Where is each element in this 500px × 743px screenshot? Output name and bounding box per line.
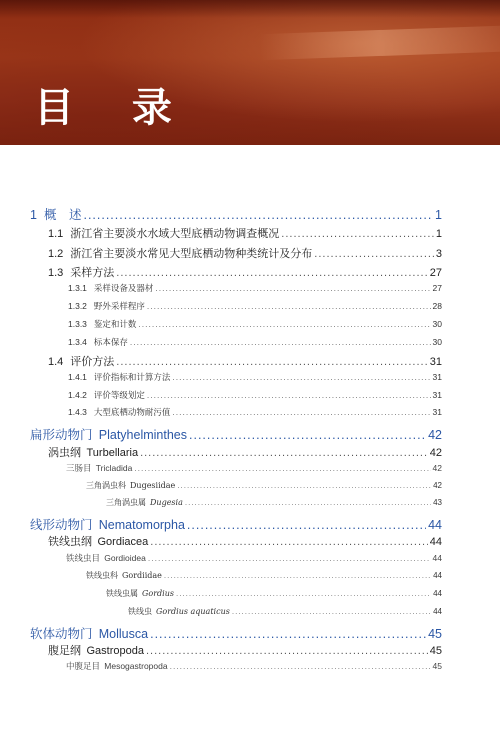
toc-entry-phylum[interactable] (30, 425, 442, 443)
toc-entry-label (48, 533, 148, 549)
toc-entry-phylum[interactable] (30, 624, 442, 642)
toc-entry-number: 1.4.2 (68, 390, 87, 400)
toc-entry-title: 评价等级划定 (93, 390, 145, 400)
toc-entry-number: 1.1 (48, 228, 64, 240)
toc-entry-label (68, 336, 128, 348)
toc-entry-title: 采样设备及器材 (93, 283, 154, 293)
toc-entry-label (66, 552, 146, 564)
toc-entry-label (48, 245, 312, 261)
toc-entry-chinese-name: 铁线虫纲 (48, 536, 92, 548)
toc-entry-section[interactable] (48, 225, 442, 241)
toc-leader-dots (130, 337, 431, 347)
toc-entry-sub[interactable] (68, 371, 442, 383)
toc-leader-dots (185, 498, 431, 507)
toc-entry-latin-name: Tricladida (95, 463, 133, 473)
toc-page-number: 1 (435, 228, 442, 240)
toc-page-number: 44 (432, 553, 442, 563)
toc-entry-label (66, 462, 132, 474)
toc-leader-dots (116, 267, 427, 279)
toc-entry-section[interactable] (48, 264, 442, 280)
toc-page-number: 42 (432, 463, 442, 473)
toc-entry-latin-name: Nematomorpha (98, 518, 185, 532)
toc-page-number: 45 (429, 645, 442, 657)
toc-entry-latin-name: Gordius (142, 589, 174, 598)
toc-entry-label (30, 205, 81, 223)
toc-entry-label (30, 425, 187, 443)
toc-entry-label (86, 570, 162, 581)
toc-entry-title: 浙江省主要淡水常见大型底栖动物种类统计及分布 (70, 248, 313, 260)
toc-page-number: 27 (432, 283, 442, 293)
toc-page-number: 30 (432, 337, 442, 347)
toc-entry-family[interactable] (86, 570, 442, 581)
toc-entry-number: 1.4.1 (68, 372, 87, 382)
toc-entry-latin-name: Mesogastropoda (104, 661, 168, 671)
toc-entry-sub[interactable] (68, 282, 442, 294)
toc-entry-number: 1.3.2 (68, 301, 87, 311)
toc-entry-number: 1.3.1 (68, 283, 87, 293)
toc-entry-chinese-name: 涡虫纲 (48, 447, 81, 459)
toc-page-number: 30 (432, 319, 442, 329)
toc-entry-latin-name: Gordiidae (122, 571, 162, 580)
toc-entry-label (48, 264, 114, 280)
toc-leader-dots (187, 518, 426, 532)
toc-page-number: 44 (429, 536, 442, 548)
toc-entry-number: 1.3 (48, 267, 64, 279)
toc-entry-sub[interactable] (68, 406, 442, 418)
toc-entry-label (106, 497, 183, 508)
toc-entry-title: 大型底栖动物耐污值 (93, 407, 171, 417)
toc-entry-label (48, 444, 138, 460)
toc-entry-latin-name: Gordioidea (104, 553, 146, 563)
toc-entry-chinese-name: 腹足纲 (48, 645, 81, 657)
toc-entry-label (66, 660, 168, 672)
toc-page-number: 28 (432, 301, 442, 311)
toc-leader-dots (314, 248, 434, 260)
toc-leader-dots (140, 447, 428, 459)
toc-leader-dots (155, 283, 430, 293)
toc-page-number: 45 (432, 661, 442, 671)
toc-page-number: 42 (433, 481, 442, 490)
toc-page-number: 44 (433, 607, 442, 616)
toc-entry-species[interactable] (128, 606, 442, 617)
toc-entry-chinese-name: 铁线虫目 (66, 553, 101, 563)
toc-leader-dots (170, 661, 431, 671)
toc-entry-chinese-name: 铁线虫科 (86, 571, 118, 580)
toc-leader-dots (150, 536, 427, 548)
toc-entry-family[interactable] (86, 480, 442, 491)
toc-entry-label (106, 588, 174, 599)
toc-leader-dots (177, 481, 431, 490)
toc-entry-sub[interactable] (68, 318, 442, 330)
toc-entry-order[interactable] (66, 552, 442, 564)
toc-entry-label (30, 515, 185, 533)
toc-entry-chinese-name: 三角涡虫属 (106, 498, 146, 507)
toc-page-number: 1 (435, 208, 442, 222)
toc-entry-label (68, 371, 170, 383)
toc-page-number: 31 (432, 372, 442, 382)
toc-leader-dots (83, 208, 433, 222)
toc-entry-title: 采样方法 (70, 267, 115, 279)
toc-entry-label (48, 642, 144, 658)
toc-leader-dots (232, 607, 431, 616)
toc-leader-dots (176, 589, 431, 598)
toc-page-number: 44 (433, 589, 442, 598)
toc-entry-class[interactable] (48, 444, 442, 460)
toc-entry-class[interactable] (48, 533, 442, 549)
toc-entry-chinese-name: 三肠目 (66, 463, 92, 473)
toc-leader-dots (281, 228, 434, 240)
toc-entry-latin-name: Gastropoda (86, 645, 144, 657)
page-title: 目 录 (34, 84, 194, 131)
toc-entry-sub[interactable] (68, 336, 442, 348)
toc-page-number: 44 (433, 571, 442, 580)
toc-entry-label (68, 318, 136, 330)
toc-entry-title: 鉴定和计数 (93, 319, 137, 329)
toc-entry-number: 1 (30, 208, 37, 222)
toc-entry-number: 1.3.4 (68, 337, 87, 347)
toc-entry-chinese-name: 软体动物门 (30, 627, 93, 641)
toc-leader-dots (116, 356, 427, 368)
toc-page-number: 3 (435, 248, 442, 260)
toc-entry-title: 标本保存 (93, 337, 128, 347)
toc-leader-dots (146, 645, 428, 657)
toc-entry-label (30, 624, 148, 642)
toc-leader-dots (138, 319, 430, 329)
toc-entry-latin-name: Gordius aquaticus (156, 607, 230, 616)
toc-entry-number: 1.2 (48, 248, 64, 260)
toc-entry-label (48, 353, 114, 369)
toc-entry-chapter[interactable] (30, 205, 442, 223)
toc-page-number: 43 (433, 498, 442, 507)
toc-entry-label (86, 480, 175, 491)
toc-entry-title: 浙江省主要淡水水域大型底栖动物调查概况 (70, 228, 280, 240)
toc-entry-label (68, 389, 145, 401)
toc-entry-order[interactable] (66, 462, 442, 474)
toc-entry-label (48, 225, 279, 241)
toc-entry-title: 概 述 (43, 208, 82, 222)
toc-page-number: 27 (429, 267, 442, 279)
toc-page-number: 31 (432, 407, 442, 417)
toc-entry-number: 1.4.3 (68, 407, 87, 417)
toc-entry-title: 评价方法 (70, 356, 115, 368)
toc-page-number: 45 (428, 627, 442, 641)
toc-entry-number: 1.3.3 (68, 319, 87, 329)
toc-leader-dots (189, 428, 426, 442)
toc-entry-sub[interactable] (68, 300, 442, 312)
toc-entry-latin-name: Dugesia (150, 498, 183, 507)
toc-entry-title: 评价指标和计算方法 (93, 372, 171, 382)
toc-leader-dots (164, 571, 431, 580)
toc-page-number: 31 (429, 356, 442, 368)
toc-page-number: 44 (428, 518, 442, 532)
toc-entry-chinese-name: 中腹足目 (66, 661, 101, 671)
toc-entry-latin-name: Turbellaria (86, 447, 139, 459)
toc-entry-latin-name: Mollusca (98, 627, 149, 641)
toc-page-number: 42 (429, 447, 442, 459)
toc-entry-number: 1.4 (48, 356, 64, 368)
toc-entry-chinese-name: 铁线虫 (128, 607, 152, 616)
toc-entry-latin-name: Gordiacea (97, 536, 149, 548)
toc-entry-chinese-name: 三角涡虫科 (86, 481, 126, 490)
toc-entry-class[interactable] (48, 642, 442, 658)
toc-entry-label (128, 606, 230, 617)
toc-entry-latin-name: Dugesiidae (130, 481, 176, 490)
toc-entry-chinese-name: 扁形动物门 (30, 428, 93, 442)
toc-leader-dots (148, 553, 431, 563)
toc-entry-order[interactable] (66, 660, 442, 672)
toc-entry-genus[interactable] (106, 497, 442, 508)
toc-entry-chinese-name: 线形动物门 (30, 518, 93, 532)
toc-entry-phylum[interactable] (30, 515, 442, 533)
toc-entry-section[interactable] (48, 245, 442, 261)
toc-leader-dots (150, 627, 426, 641)
toc-leader-dots (147, 390, 431, 400)
toc-leader-dots (134, 463, 430, 473)
toc-page-number: 31 (432, 390, 442, 400)
toc-leader-dots (147, 301, 431, 311)
toc-entry-latin-name: Platyhelminthes (98, 428, 188, 442)
toc-entry-label (68, 282, 153, 294)
toc-leader-dots (172, 372, 430, 382)
toc-page-number: 42 (428, 428, 442, 442)
toc-entry-genus[interactable] (106, 588, 442, 599)
toc-entry-chinese-name: 铁线虫属 (106, 589, 138, 598)
toc-entry-label (68, 300, 145, 312)
toc-entry-section[interactable] (48, 353, 442, 369)
toc-leader-dots (172, 407, 430, 417)
toc-entry-title: 野外采样程序 (93, 301, 145, 311)
toc-entry-sub[interactable] (68, 389, 442, 401)
toc-entry-label (68, 406, 170, 418)
